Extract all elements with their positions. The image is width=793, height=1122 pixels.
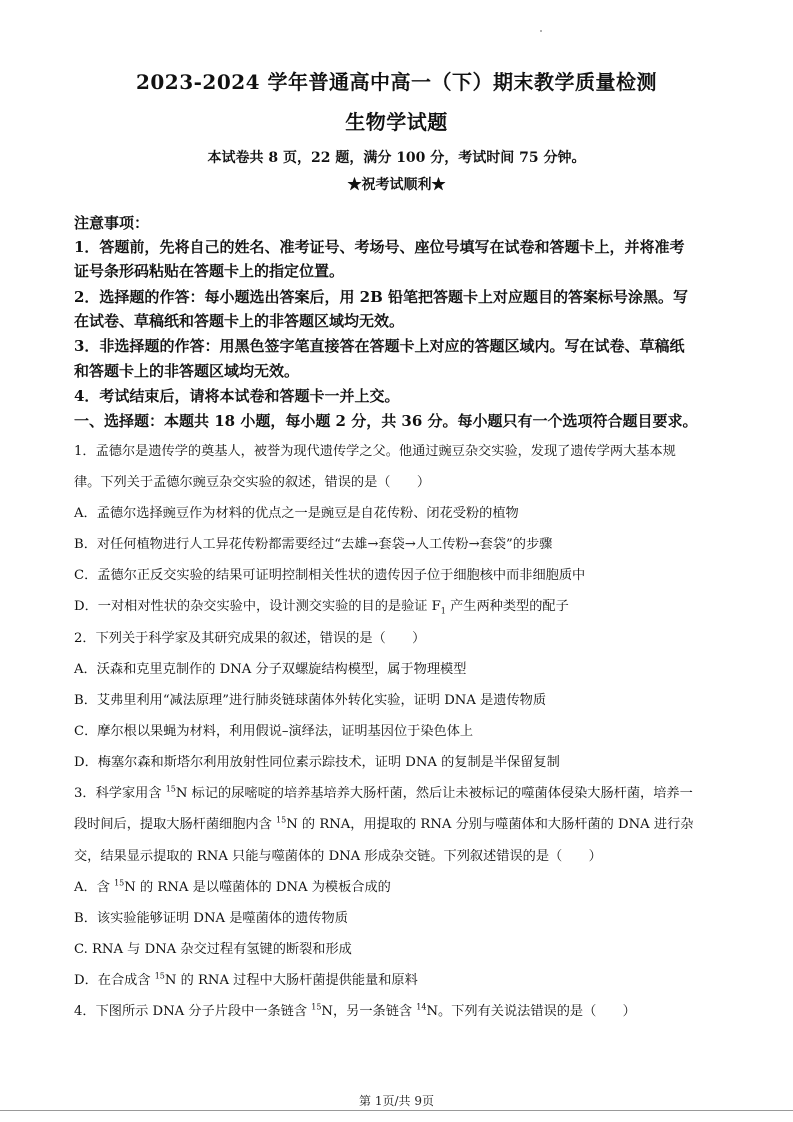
notice-item: 3．非选择题的作答：用黑色签字笔直接答在答题卡上对应的答题区域内。写在试卷、草稿纸 (74, 337, 685, 355)
q3-a-text-2: N 的 RNA 是以噬菌体的 DNA 为模板合成的 (124, 880, 391, 895)
q1-d-subscript: 1 (440, 606, 446, 616)
notice-item: 2．选择题的作答：每小题选出答案后，用 2B 铅笔把答题卡上对应题目的答案标号涂黑。写 (74, 288, 689, 306)
q1-d-text-2: 的杂交实验中，设计测交实验的目的是验证 F (176, 599, 441, 614)
q4-text-2: N，另一条链含 (321, 1004, 417, 1019)
q3-option-a (74, 876, 733, 895)
q1-d-text-3: 产生两种类型的配子 (445, 599, 569, 614)
q3-d-sup: 15 (154, 971, 165, 981)
notice-item: 4．考试结束后，请将本试卷和答题卡一并上交。 (74, 387, 400, 405)
q2-option-c: C．摩尔根以果蝇为材料，利用假说–演绎法，证明基因位于染色体上 (74, 724, 474, 739)
q2-option-a: A．沃森和克里克制作的 DNA 分子双螺旋结构模型，属于物理模型 (74, 662, 467, 677)
q3-stem-cont (74, 813, 733, 832)
footer-divider (0, 1110, 793, 1111)
q3-l1-sup: 15 (165, 784, 176, 794)
notice-heading: 注意事项： (74, 214, 150, 232)
q4-sup-2: 14 (416, 1002, 427, 1012)
q3-stem-end: 交，结果显示提取的 RNA 只能与噬菌体的 DNA 形成杂交链。下列叙述错误的是（ ） (74, 849, 602, 864)
q2-stem: 2．下列关于科学家及其研究成果的叙述，错误的是（ ） (74, 631, 426, 646)
q3-l2-sup: 15 (276, 815, 287, 825)
q3-option-b: B．该实验能够证明 DNA 是噬菌体的遗传物质 (74, 911, 348, 926)
good-luck-line: ★祝考试顺利★ (347, 177, 446, 193)
notice-item: 证号条形码粘贴在答题卡上的指定位置。 (74, 262, 345, 280)
notice-item: 在试卷、草稿纸和答题卡上的非答题区域均无效。 (74, 312, 405, 330)
q1-d-text-1: D．一对相对性状 (74, 599, 177, 614)
q4-stem (74, 1000, 733, 1019)
scan-speck (540, 30, 542, 32)
q3-option-d (74, 969, 733, 988)
q1-option-d (74, 595, 733, 614)
q1-option-b: B．对任何植物进行人工异花传粉都需要经过“去雄→套袋→人工传粉→套袋”的步骤 (74, 537, 553, 552)
subject-title: 生物学试题 (345, 110, 448, 134)
q3-a-text-1: A．含 (74, 880, 115, 895)
q3-option-c: C. RNA 与 DNA 杂交过程有氢键的断裂和形成 (74, 942, 352, 957)
q3-a-sup: 15 (114, 878, 125, 888)
q3-l2-b: N 的 RNA，用提取的 RNA 分别与噬菌体和大肠杆菌的 DNA 进行杂 (286, 817, 694, 832)
q3-d-text-2: N 的 RNA 过程中大肠杆菌提供能量和原料 (164, 973, 418, 988)
exam-info: 本试卷共 8 页，22 题，满分 100 分，考试时间 75 分钟。 (207, 150, 586, 166)
q3-d-text-1: D．在合成含 (74, 973, 155, 988)
q4-text-3: N。下列有关说法错误的是（ ） (426, 1004, 636, 1019)
q1-stem: 1．孟德尔是遗传学的奠基人，被誉为现代遗传学之父。他通过豌豆杂交实验，发现了遗传学两大基本规 (74, 444, 676, 459)
q3-l1-a: 3．科学家用含 (74, 786, 166, 801)
q3-l2-a: 段时间后，提取大肠杆菌细胞内含 (74, 817, 277, 832)
q2-option-d: D．梅塞尔森和斯塔尔利用放射性同位素示踪技术，证明 DNA 的复制是半保留复制 (74, 755, 560, 770)
page-number: 第 1页/共 9页 (359, 1094, 434, 1108)
q1-stem-cont: 律。下列关于孟德尔豌豆杂交实验的叙述，错误的是（ ） (74, 475, 431, 490)
q4-sup-1: 15 (311, 1002, 322, 1012)
q2-option-b: B．艾弗里利用“减法原理”进行肺炎链球菌体外转化实验，证明 DNA 是遗传物质 (74, 693, 547, 708)
q1-option-c: C．孟德尔正反交实验的结果可证明控制相关性状的遗传因子位于细胞核中而非细胞质中 (74, 568, 586, 583)
section-heading: 一、选择题：本题共 18 小题，每小题 2 分，共 36 分。每小题只有一个选项符合题目要求。 (74, 412, 698, 430)
notice-item: 和答题卡上的非答题区域均无效。 (74, 362, 300, 380)
notice-item: 1．答题前，先将自己的姓名、准考证号、考场号、座位号填写在试卷和答题卡上，并将准考 (74, 238, 685, 256)
q3-l1-b: N 标记的尿嘧啶的培养基培养大肠杆菌，然后让未被标记的噬菌体侵染大肠杆菌，培养一 (175, 786, 693, 801)
q3-stem (74, 782, 733, 801)
q4-text-1: 4．下图所示 DNA 分子片段中一条链含 (74, 1004, 312, 1019)
exam-title: 2023-2024 学年普通高中高一（下）期末教学质量检测 (135, 70, 658, 94)
q1-option-a: A．孟德尔选择豌豆作为材料的优点之一是豌豆是自花传粉、闭花受粉的植物 (74, 506, 519, 521)
